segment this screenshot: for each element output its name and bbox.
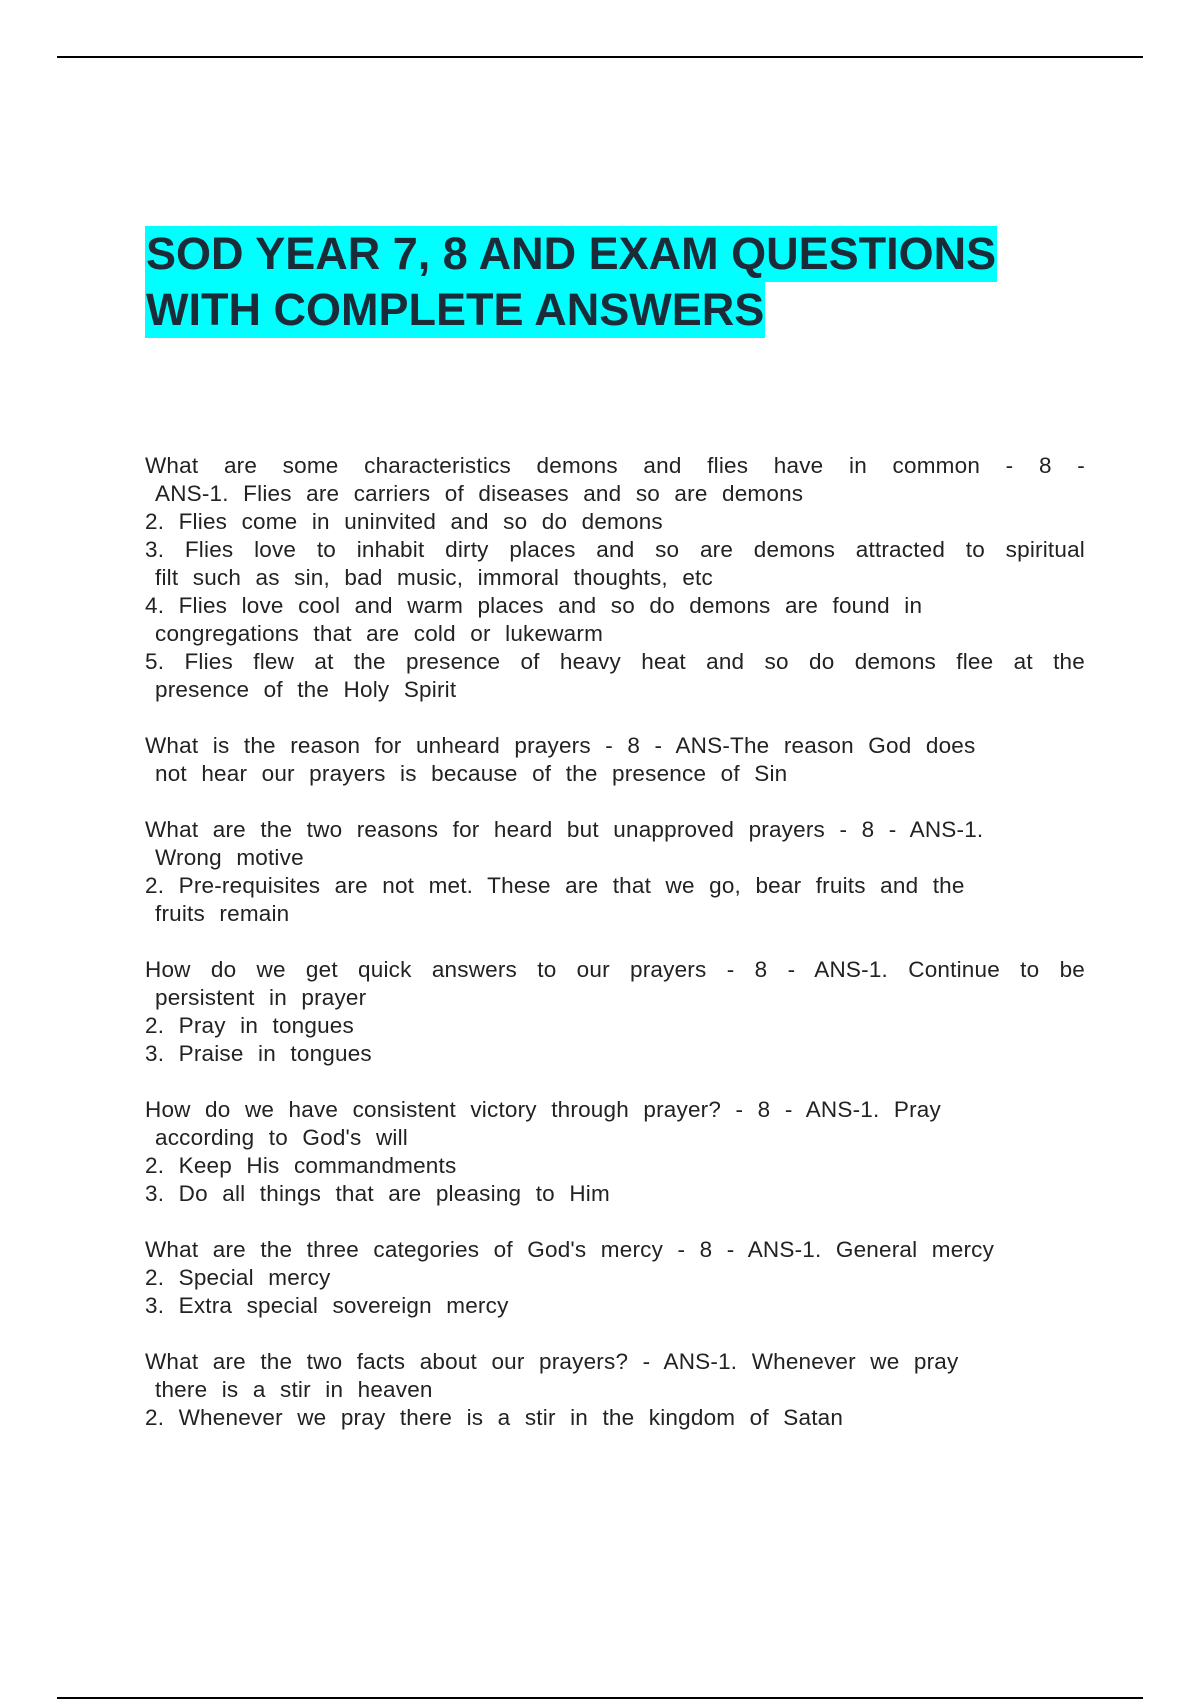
answer-line: 5. Flies flew at the presence of heavy heat and so do demons flee at the — [145, 649, 1085, 674]
answer-line: 2. Keep His commandments — [145, 1153, 457, 1178]
qa-item-1 — [145, 452, 1085, 704]
answer-line: 2. Special mercy — [145, 1265, 331, 1290]
answer-line: 3. Do all things that are pleasing to Him — [145, 1181, 610, 1206]
answer-line: 3. Flies love to inhabit dirty places and so are demons attracted to spiritual — [145, 537, 1085, 562]
question-line: What are the two facts about our prayers? - ANS-1. Whenever we pray — [145, 1349, 959, 1374]
answer-line: filt such as sin, bad music, immoral thoughts, etc — [155, 565, 713, 590]
qa-item-4 — [145, 956, 1085, 1068]
question-line: How do we get quick answers to our prayers - 8 - ANS-1. Continue to be — [145, 957, 1085, 982]
answer-line: 3. Praise in tongues — [145, 1041, 372, 1066]
answer-line: there is a stir in heaven — [155, 1377, 433, 1402]
answer-line: ANS-1. Flies are carriers of diseases and so are demons — [155, 481, 804, 506]
qa-content — [145, 452, 1085, 1460]
qa-item-2 — [145, 732, 1085, 788]
answer-line: according to God's will — [155, 1125, 408, 1150]
qa-item-7 — [145, 1348, 1085, 1432]
title-line-2: WITH COMPLETE ANSWERS — [145, 282, 765, 338]
answer-line: 2. Pray in tongues — [145, 1013, 354, 1038]
qa-item-5 — [145, 1096, 1085, 1208]
answer-line: fruits remain — [155, 901, 290, 926]
question-line: How do we have consistent victory through prayer? - 8 - ANS-1. Pray — [145, 1097, 941, 1122]
title-line-1: SOD YEAR 7, 8 AND EXAM QUESTIONS — [145, 226, 997, 282]
question-line: What are some characteristics demons and flies have in common - 8 - — [145, 453, 1085, 478]
top-rule — [57, 56, 1143, 58]
qa-item-6 — [145, 1236, 1085, 1320]
answer-line: 2. Pre-requisites are not met. These are that we go, bear fruits and the — [145, 873, 965, 898]
qa-item-3 — [145, 816, 1085, 928]
answer-line: congregations that are cold or lukewarm — [155, 621, 604, 646]
bottom-rule — [57, 1697, 1143, 1699]
question-line: What are the two reasons for heard but unapproved prayers - 8 - ANS-1. — [145, 817, 984, 842]
answer-line: persistent in prayer — [155, 985, 367, 1010]
question-line: What are the three categories of God's mercy - 8 - ANS-1. General mercy — [145, 1237, 995, 1262]
answer-line: not hear our prayers is because of the presence of Sin — [155, 761, 788, 786]
document-title — [145, 226, 1105, 338]
question-line: What is the reason for unheard prayers - 8 - ANS-The reason God does — [145, 733, 976, 758]
answer-line: 4. Flies love cool and warm places and so do demons are found in — [145, 593, 923, 618]
answer-line: 3. Extra special sovereign mercy — [145, 1293, 509, 1318]
answer-line: 2. Flies come in uninvited and so do demons — [145, 509, 663, 534]
answer-line: Wrong motive — [155, 845, 304, 870]
answer-line: 2. Whenever we pray there is a stir in the kingdom of Satan — [145, 1405, 844, 1430]
answer-line: presence of the Holy Spirit — [155, 677, 457, 702]
